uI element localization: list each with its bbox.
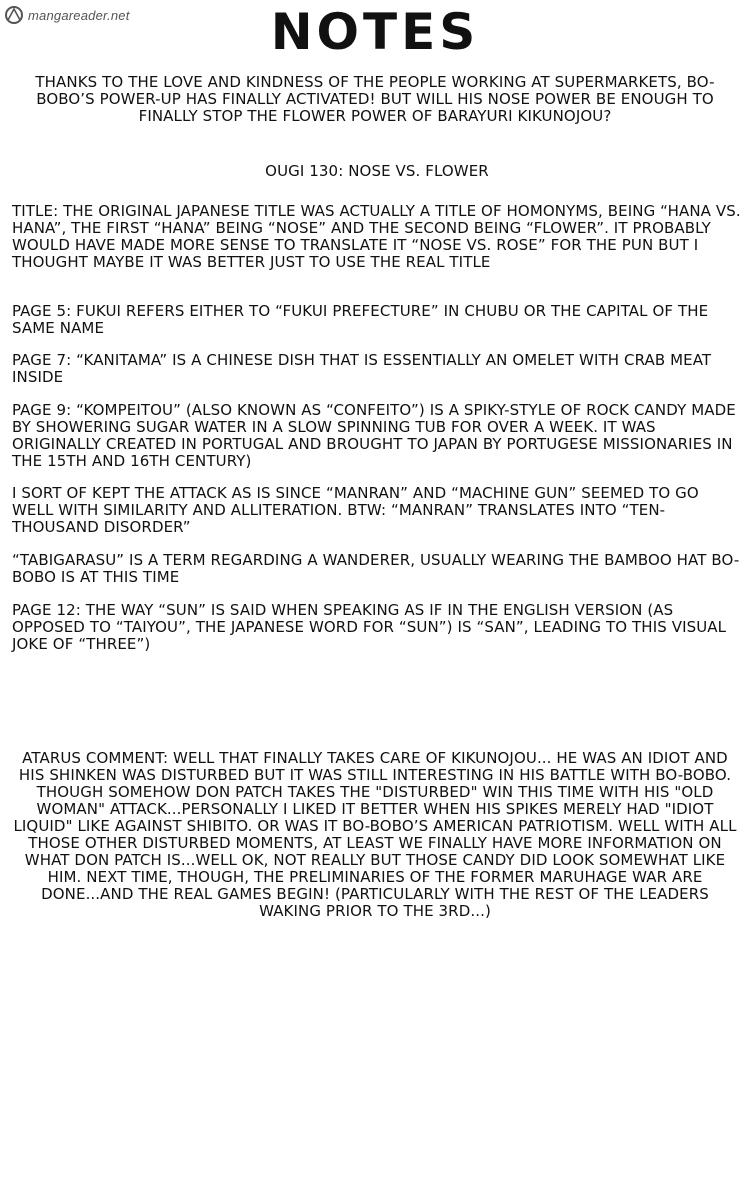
translator-comment: ATARUS COMMENT: WELL THAT FINALLY TAKES CARE OF KIKUNOJOU... HE WAS AN IDIOT AND HIS SHINKEN WAS DISTURBED BUT IT WAS STILL INTERESTING IN HIS BATTLE WITH BO-BOBO. THOUGH SOMEHOW DON PATCH TAKES THE "DISTURBED" WIN THIS TIME WITH HIS "OLD WOMAN" ATTACK...PERSONALLY I LIKED IT BETTER WHEN HIS SPIKES MERELY HAD "IDIOT LIQUID" LIKE AGAINST SHIBITO. OR WAS IT BO-BOBO’S AMERICAN PATRIOTISM. WELL WITH ALL THOSE OTHER DISTURBED MOMENTS, AT LEAST WE FINALLY HAVE MORE INFORMATION ON WHAT DON PATCH IS...WELL OK, NOT REALLY BUT THOSE CANDY DID LOOK SOMEWHAT LIKE HIM. NEXT TIME, THOUGH, THE PRELIMINARIES OF THE FORMER MARUHAGE WAR ARE DONE...AND THE REAL GAMES BEGIN! (PARTICULARLY WITH THE REST OF THE LEADERS WAKING PRIOR TO THE 3RD...) [13,749,737,920]
note-paragraph: TITLE: THE ORIGINAL JAPANESE TITLE WAS ACTUALLY A TITLE OF HOMONYMS, BEING “HANA VS. HANA”, THE FIRST “HANA” BEING “NOSE” AND THE SECOND BEING “FLOWER”. IT PROBABLY WOULD HAVE MADE MORE SENSE TO TRANSLATE IT “NOSE VS. ROSE” FOR THE PUN BUT I THOUGHT MAYBE IT WAS BETTER JUST TO USE THE REAL TITLE [12,202,741,271]
note-paragraph: PAGE 9: “KOMPEITOU” (ALSO KNOWN AS “CONFEITO”) IS A SPIKY-STYLE OF ROCK CANDY MADE BY SHOWERING SUGAR WATER IN A SLOW SPINNING TUB FOR OVER A WEEK. IT WAS ORIGINALLY CREATED IN PORTUGAL AND BROUGHT TO JAPAN BY PORTUGESE MISSIONARIES IN THE 15TH AND 16TH CENTURY) [12,401,736,470]
watermark-text: mangareader.net [28,7,130,23]
intro-paragraph: THANKS TO THE LOVE AND KINDNESS OF THE PEOPLE WORKING AT SUPERMARKETS, BO-BOBO’S POWER-UP HAS FINALLY ACTIVATED! BUT WILL HIS NOSE POWER BE ENOUGH TO FINALLY STOP THE FLOWER POWER OF BARAYURI KIKUNOJOU? [35,73,715,125]
chapter-title: OUGI 130: NOSE VS. FLOWER [265,162,489,180]
page-title: NOTES [270,3,480,61]
note-paragraph: “TABIGARASU” IS A TERM REGARDING A WANDERER, USUALLY WEARING THE BAMBOO HAT BO-BOBO IS AT THIS TIME [12,551,740,586]
note-paragraph: PAGE 12: THE WAY “SUN” IS SAID WHEN SPEAKING AS IF IN THE ENGLISH VERSION (AS OPPOSED TO “TAIYOU”, THE JAPANESE WORD FOR “SUN”) IS “SAN”, LEADING TO THIS VISUAL JOKE OF “THREE”) [12,601,727,653]
note-paragraph: PAGE 5: FUKUI REFERS EITHER TO “FUKUI PREFECTURE” IN CHUBU OR THE CAPITAL OF THE SAME NAME [12,302,709,337]
note-paragraph: I SORT OF KEPT THE ATTACK AS IS SINCE “MANRAN” AND “MACHINE GUN” SEEMED TO GO WELL WITH SIMILARITY AND ALLITERATION. BTW: “MANRAN” TRANSLATES INTO “TEN-THOUSAND DISORDER” [12,484,699,536]
note-paragraph: PAGE 7: “KANITAMA” IS A CHINESE DISH THAT IS ESSENTIALLY AN OMELET WITH CRAB MEAT INSIDE [12,351,712,386]
